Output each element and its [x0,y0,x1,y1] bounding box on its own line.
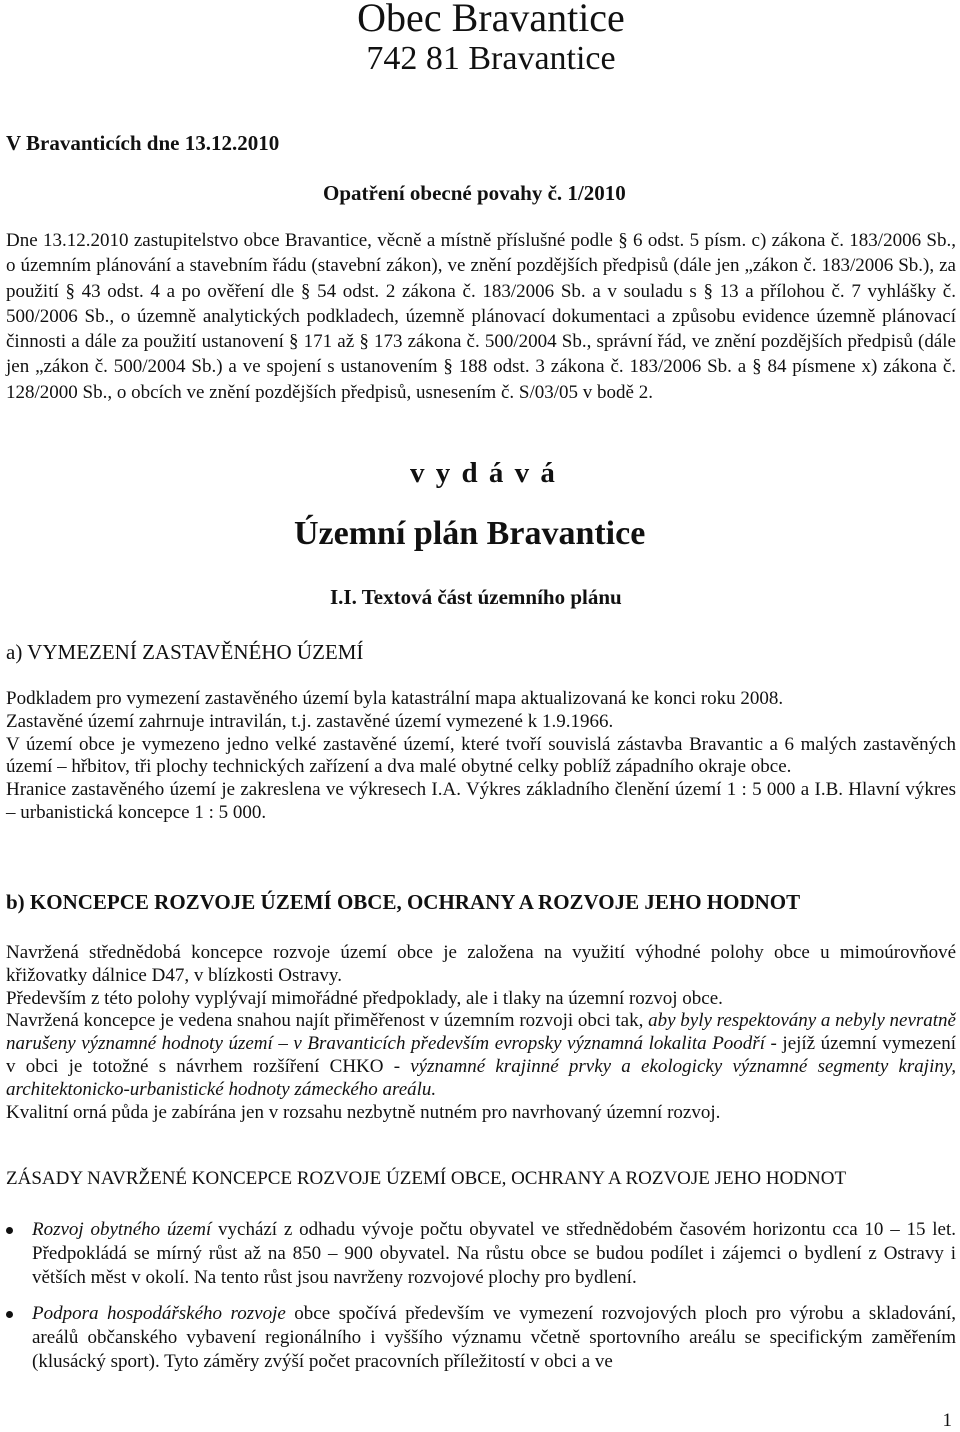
section-a-paragraph: Zastavěné území zahrnuje intravilán, t.j. zastavěné území vymezené k 1.9.1966. [6,710,614,732]
bullet-icon [6,1227,13,1234]
list-item-text: obce spočívá především ve vymezení rozvojových ploch pro výrobu a skladování, areálů občanského vybavení regionálního i vyššího významu včetně sportovního areálu se specifickým zaměřením (klusácký sport). Tyto záměry zvýší počet pracovních příležitostí v obci a ve [32,1303,956,1372]
section-b-paragraph [6,1010,956,1101]
plan-title: Územní plán Bravantice [294,515,646,552]
section-b-paragraph: Navržená střednědobá koncepce rozvoje území obce je založena na využití výhodné polohy obce u mimoúrovňové křižovatky dálnice D47, v blízkosti Ostravy. [6,942,956,986]
section-b-paragraph: Kvalitní orná půda je zabírána jen v rozsahu nezbytně nutném pro navrhovaný územní rozvoj. [6,1101,721,1123]
municipality-address: 742 81 Bravantice [366,40,616,77]
list-item-lead: Rozvoj obytného území [32,1219,212,1240]
list-item-lead: Podpora hospodářského rozvoje [32,1303,286,1324]
section-b-italic-text: aby byly respektovány a nebyly nevratně narušeny významné hodnoty území – v Bravanticích především evropsky významná lokalita Poodří [6,1010,956,1055]
list-item [6,1302,956,1374]
section-b-paragraph: Především z této polohy vyplývají mimořádné předpoklady, ale i tlaky na územní rozvoj obce. [6,987,723,1009]
page-number: 1 [942,1410,952,1431]
issues-heading: v y d á v á [410,457,557,489]
section-b-text: Navržená koncepce je vedena snahou najít přiměřenost v územním rozvoji obci tak, [6,1010,649,1032]
section-b-italic-text: významné krajinné prvky a ekologicky významné segmenty krajiny, architektonicko-urbanistické hodnoty zámeckého areálu. [6,1055,956,1100]
section-b-heading: b) KONCEPCE ROZVOJE ÚZEMÍ OBCE, OCHRANY A ROZVOJE JEHO HODNOT [6,890,801,914]
principles-heading: ZÁSADY NAVRŽENÉ KONCEPCE ROZVOJE ÚZEMÍ OBCE, OCHRANY A ROZVOJE JEHO HODNOT [6,1168,847,1189]
bullet-icon [6,1311,13,1318]
intro-paragraph: Dne 13.12.2010 zastupitelstvo obce Bravantice, věcně a místně příslušné podle § 6 odst. 5 písm. c) zákona č. 183/2006 Sb., o územním plánování a stavebním řádu (stavební zákon), ve znění pozdějších předpisů (dále jen „zákon č. 183/2006 Sb.), za použití § 43 odst. 4 a po ověření dle § 54 odst. 2 zákona č. 183/2006 Sb. a v souladu s § 13 a přílohou č. 7 vyhlášky č. 500/2006 Sb., o územně analytických podkladech, územně plánovací dokumentaci a způsobu evidence územně plánovací činnosti a dále za použití ustanovení § 171 až § 173 zákona č. 500/2004 Sb., správní řád, ve znění pozdějších předpisů (dále jen „zákon č. 500/2004 Sb.) a ve spojení s ustanovením § 188 odst. 3 zákona č. 183/2006 Sb. a § 84 písmene x) zákona č. 128/2000 Sb., o obcích ve znění pozdějších předpisů, usnesením č. S/03/05 v bodě 2. [6,230,956,403]
principles-list [6,1218,956,1374]
section-a-body [6,688,956,825]
list-item-text: vychází z odhadu vývoje počtu obyvatel ve střednědobém časovém horizontu cca 10 – 15 let. Předpokládá se mírný růst až na 850 – 900 obyvatel. Na růstu obce se budou podílet i zájemci o bydlení z Ostravy i větších měst v okolí. Na tento růst jsou navrženy rozvojové plochy pro bydlení. [32,1219,956,1288]
section-a-paragraph: V území obce je vymezeno jedno velké zastavěné území, které tvoří souvislá zástavba Bravantic a 6 malých zastavěných území – hřbitov, tři plochy technických zařízení a dva malé obytné celky poblíž západního okraje obce. [6,733,956,778]
municipality-title: Obec Bravantice [357,0,625,40]
section-b-text: - jejíž územní vymezení v obci je totožné s návrhem rozšíření CHKO - [6,1033,957,1077]
measure-title: Opatření obecné povahy č. 1/2010 [323,181,626,205]
section-a-paragraph: Hranice zastavěného území je zakreslena ve výkresech I.A. Výkres základního členění území 1 : 5 000 a I.B. Hlavní výkres – urbanistická koncepce 1 : 5 000. [6,779,956,823]
list-item [6,1218,956,1290]
section-a-paragraph: Podkladem pro vymezení zastavěného území byla katastrální mapa aktualizovaná ke konci roku 2008. [6,688,784,709]
section-b-body [6,942,956,1124]
section-a-heading: a) VYMEZENÍ ZASTAVĚNÉHO ÚZEMÍ [6,640,364,664]
text-part-heading: I.I. Textová část územního plánu [330,585,622,609]
date-line: V Bravanticích dne 13.12.2010 [6,131,280,155]
